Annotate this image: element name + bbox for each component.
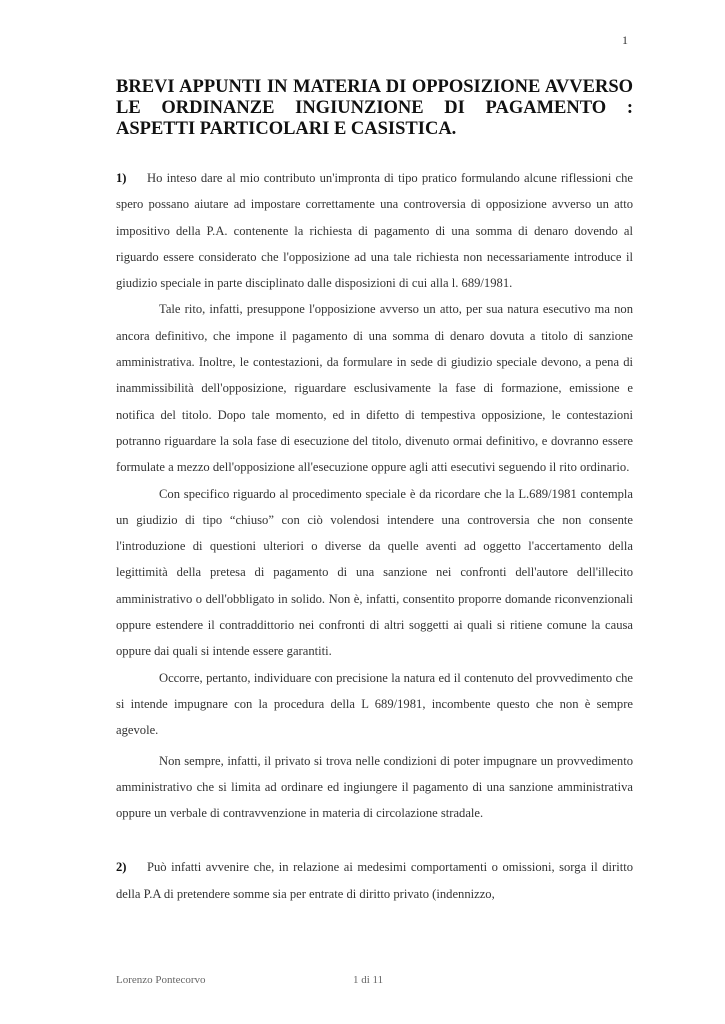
document-body <box>116 165 633 907</box>
section-2-paragraph-1 <box>116 854 633 907</box>
section-1-paragraph-2: Tale rito, infatti, presuppone l'opposizione avverso un atto, per sua natura esecutivo ma non ancora definitivo, che impone il pagamento di una somma di denaro dovuta a titolo di sanzione amministrativa. Inoltre, le contestazioni, da formulare in sede di giudizio speciale devono, a pena di inammissibilità dell'opposizione, riguardare esclusivamente la fase di formazione, emissione e notifica del titolo. Dopo tale momento, ed in difetto di tempestiva opposizione, le contestazioni potranno riguardare la sola fase di esecuzione del titolo, divenuto ormai definitivo, e dovranno essere formulate a mezzo dell'opposizione all'esecuzione oppure agli atti esecutivi seguendo il rito ordinario. <box>116 302 633 475</box>
footer-page-count: 1 di 11 <box>353 974 384 986</box>
section-2-number: 2) <box>116 860 127 875</box>
page-number: 1 <box>622 33 628 47</box>
section-1-number: 1) <box>116 171 127 185</box>
section-1-paragraph-3: Con specifico riguardo al procedimento speciale è da ricordare che la L.689/1981 contempla un giudizio di tipo “chiuso” con ciò volendosi intendere una controversia che non consente l'introduzione di questioni ulteriori o diverse da quelle aventi ad oggetto l'accertamento della legittimità della pretesa di pagamento di una sanzione nei confronti dell'autore dell'illecito amministrativo o dell'obbligato in solido. Non è, infatti, consentito proporre domande riconvenzionali oppure estendere il contraddittorio nei confronti di altri soggetti ai quali si ritiene comune la causa oppure dai quali si intende essere garantiti. <box>116 486 633 659</box>
footer-author: Lorenzo Pontecorvo <box>116 974 206 986</box>
section-1-paragraph-5: Non sempre, infatti, il privato si trova nelle condizioni di poter impugnare un provvedimento amministrativo che si limita ad ordinare ed ingiungere il pagamento di una sanzione amministrativa oppure un verbale di contravvenzione in materia di circolazione stradale. <box>116 753 633 821</box>
section-1-paragraph-1-text: Ho inteso dare al mio contributo un'impronta di tipo pratico formulando alcune riflessioni che spero possano aiutare ad impostare correttamente una controversia di opposizione avverso un atto impositivo della P.A. contenente la richiesta di pagamento di una somma di denaro dovendo al riguardo essere considerato che l'opposizione ad una tale richiesta non necessariamente introduce il giudizio speciale in parte disciplinato dalle disposizioni di cui alla l. 689/1981. <box>116 171 633 291</box>
section-2-paragraph-1-text: Può infatti avvenire che, in relazione ai medesimi comportamenti o omissioni, sorga il diritto della P.A di pretendere somme sia per entrate di diritto privato (indennizzo, <box>116 860 633 901</box>
section-1-paragraph-4: Occorre, pertanto, individuare con precisione la natura ed il contenuto del provvedimento che si intende impugnare con la procedura della L 689/1981, incombente questo che non è sempre agevole. <box>116 670 633 738</box>
document-title: BREVI APPUNTI IN MATERIA DI OPPOSIZIONE AVVERSO LE ORDINANZE INGIUNZIONE DI PAGAMENTO : ASPETTI PARTICOLARI E CASISTICA. <box>116 77 633 139</box>
section-1-paragraph-1 <box>116 165 633 296</box>
